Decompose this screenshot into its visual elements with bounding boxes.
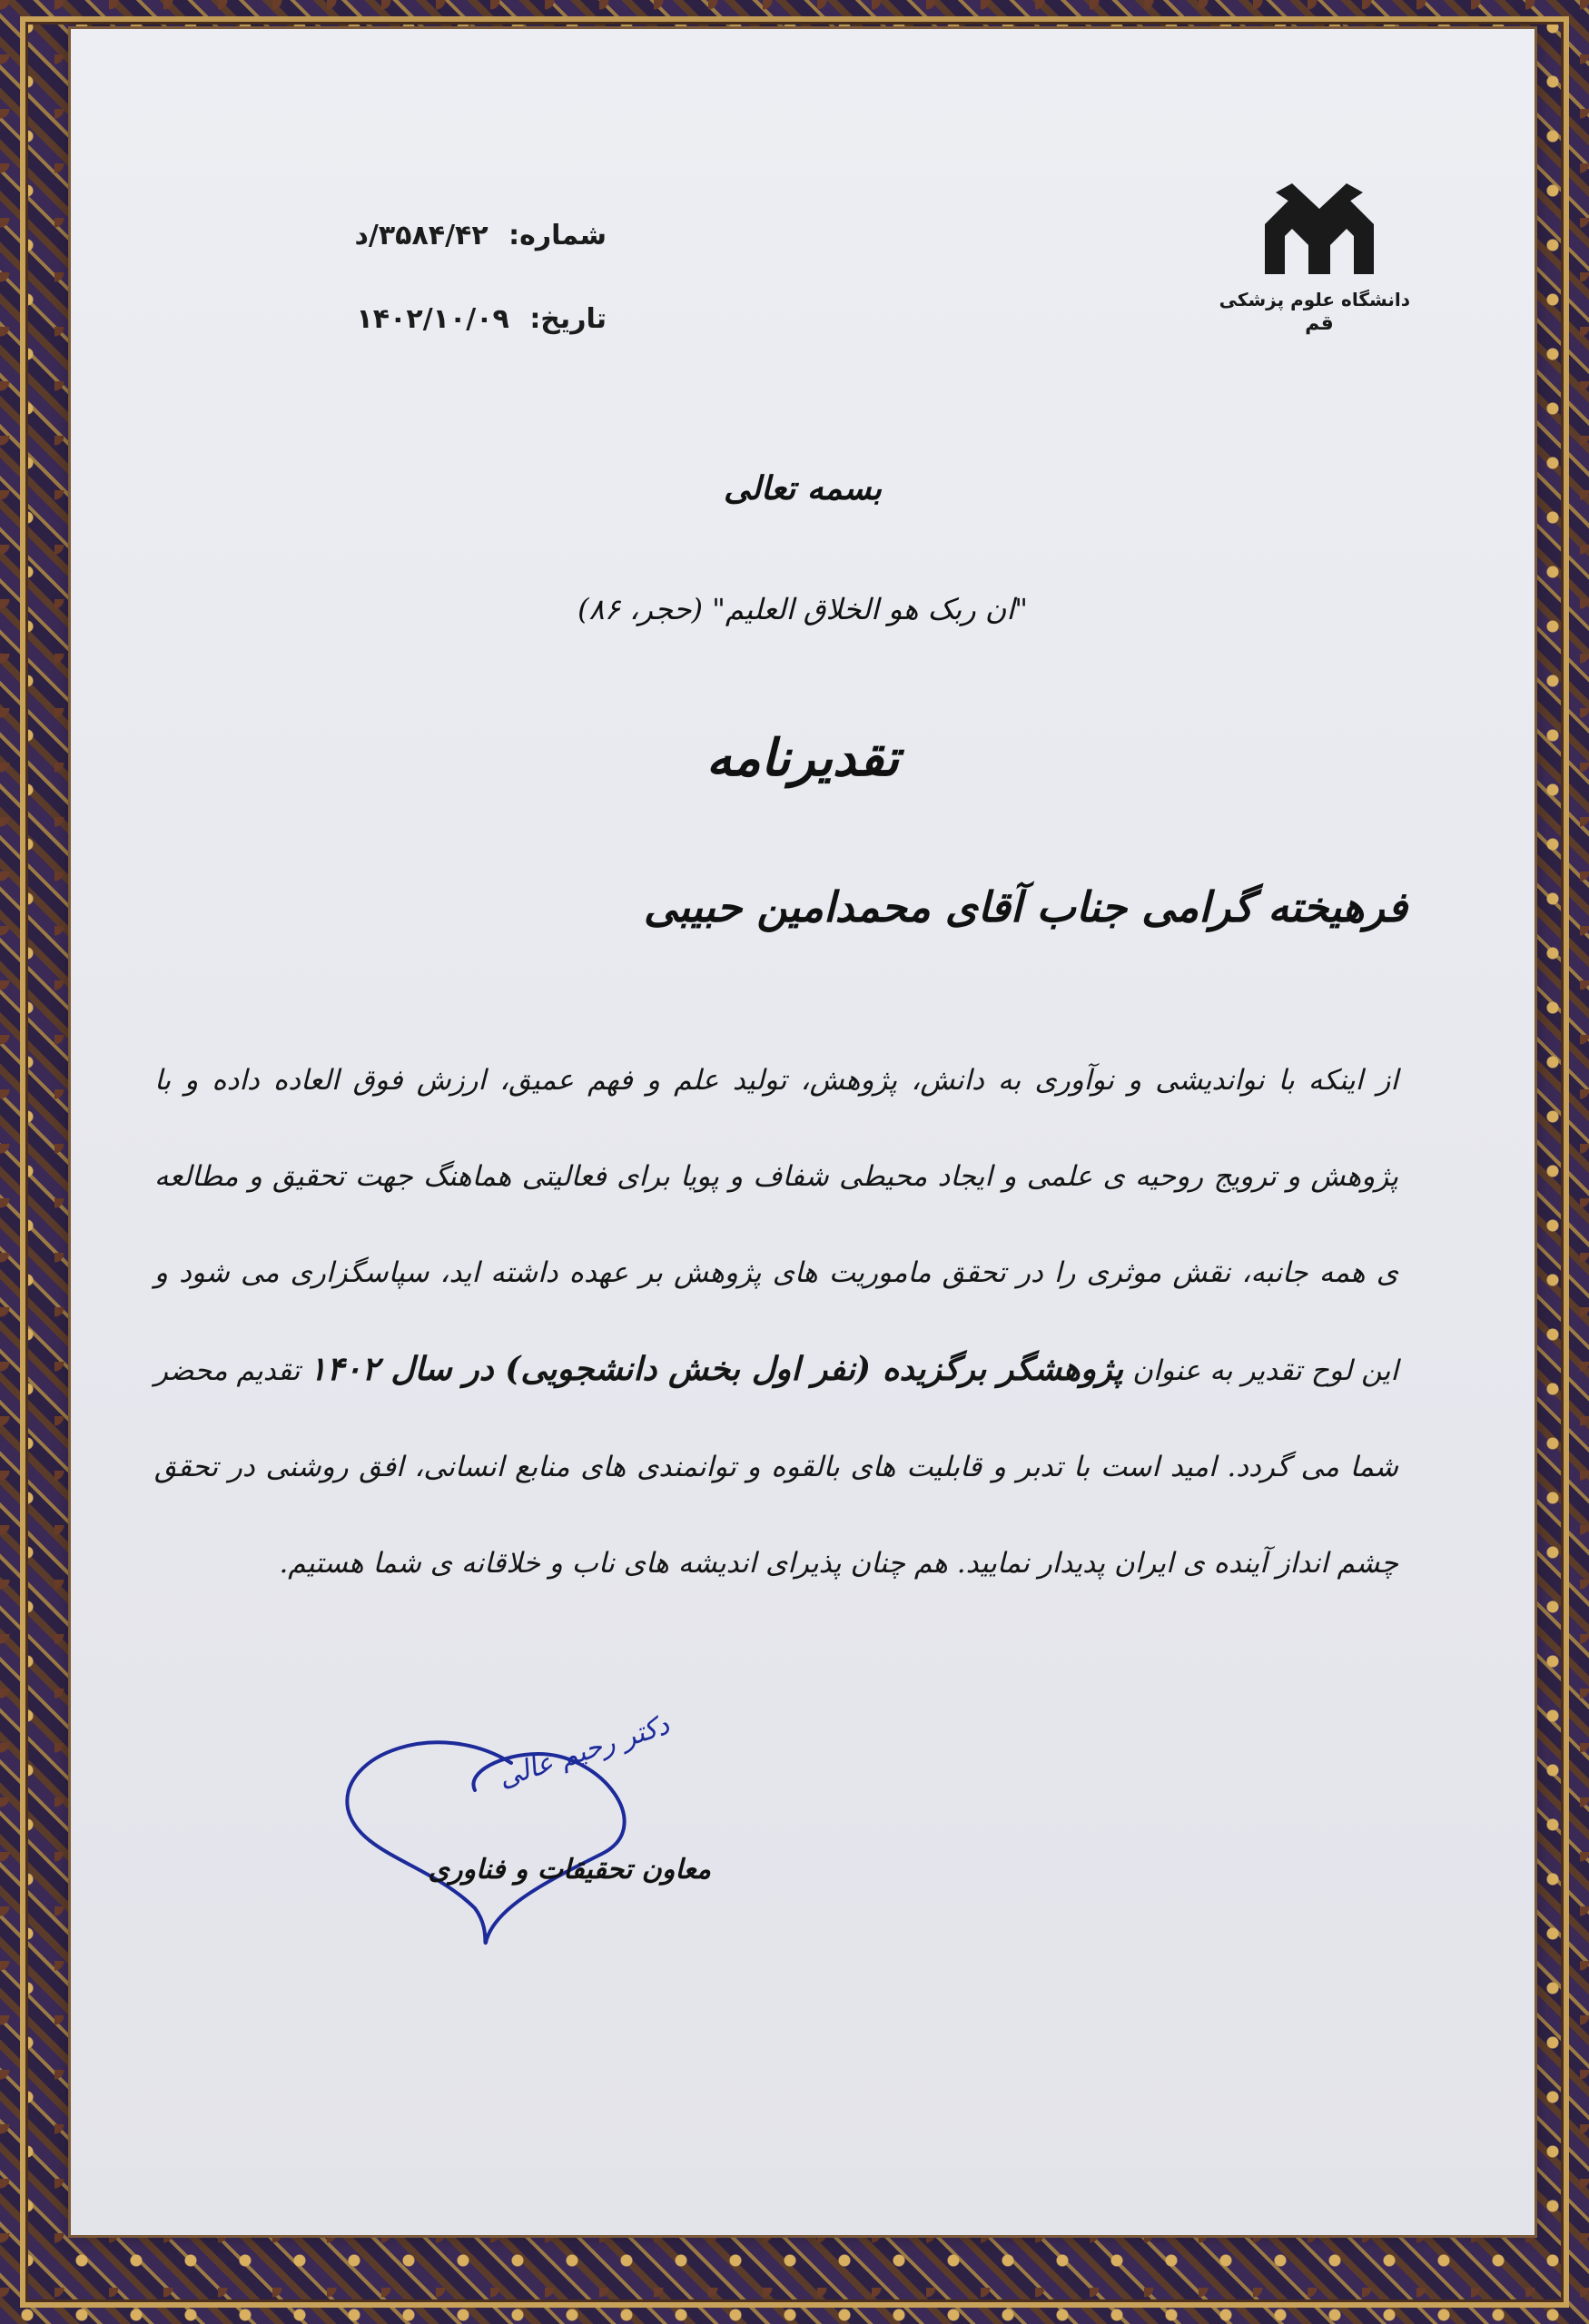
- university-emblem-icon: [1256, 183, 1383, 283]
- quran-verse: "ان ربک هو الخلاق العلیم" (حجر، ۸۶): [577, 592, 1028, 626]
- letter-number: [243, 220, 607, 251]
- letter-number-value: ۳۵۸۴/۴۲/د: [354, 220, 489, 251]
- letter-date: [243, 303, 607, 335]
- award-title-highlight: پژوهشگر برگزیده (نفر اول بخش دانشجویی) در سال ۱۴۰۲: [309, 1350, 1124, 1388]
- logo-university-name: دانشگاه علوم پزشکی: [1219, 289, 1410, 310]
- letter-date-value: ۱۴۰۲/۱۰/۰۹: [356, 303, 509, 335]
- body-text-part1: از اینکه با نواندیشی و نوآوری به دانش، پژوهش، تولید علم و فهم عمیق، ارزش فوق العاده داده و با پژوهش و ترویج روحیه ی علمی و ایجاد محیطی شفاف و پویا برای فعالیتی هماهنگ جهت تحقیق و مطالعه ی همه جانبه، نقش موثری را در تحقق ماموریت های پژوهش بر عهده داشته اید، سپاسگزاری می شود و این لوح تقدیر به عنوان: [154, 1064, 1398, 1387]
- invocation: بسمه تعالی: [723, 469, 883, 507]
- signatory-title: معاون تحقیقات و فناوری: [428, 1854, 711, 1886]
- recipient-salutation: فرهیخته گرامی جناب آقای محمدامین حبیبی: [643, 882, 1407, 931]
- certificate-paper: [71, 29, 1535, 2235]
- certificate-title: تقدیرنامه: [706, 728, 900, 788]
- body-text-part2: تقدیم محضر شما می گردد. امید است با تدبر و قابلیت های بالقوه و توانمندی های منابع انسانی، افق روشنی در تحقق چشم انداز آینده ی ایران پدیدار نمایید. هم چنان پذیرای اندیشه های ناب و خلاقانه ی شما هستیم.: [154, 1354, 1398, 1580]
- logo-city-name: قم: [1305, 312, 1334, 335]
- university-logo: [1219, 183, 1410, 335]
- letter-date-label: تاریخ:: [529, 303, 607, 335]
- letter-number-label: شماره:: [508, 220, 607, 251]
- logo-caption: [1219, 289, 1410, 335]
- signature-block: [330, 1699, 711, 1954]
- certificate-body: [154, 1032, 1398, 1611]
- signatory-name: دکتر رحیم عالی: [494, 1709, 674, 1795]
